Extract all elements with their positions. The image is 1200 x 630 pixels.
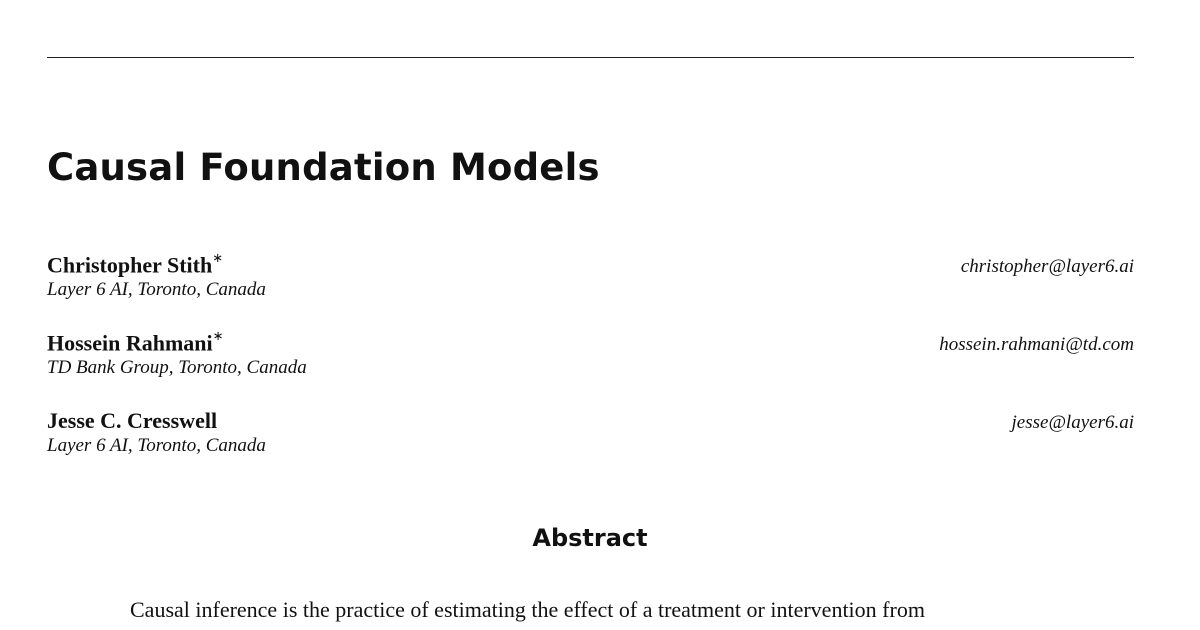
author-email[interactable]: jesse@layer6.ai [1011, 412, 1134, 433]
equal-contribution-mark: ∗ [212, 328, 224, 343]
author-affiliation: TD Bank Group, Toronto, Canada [47, 357, 307, 379]
top-rule [47, 57, 1134, 58]
paper-title: Causal Foundation Models [47, 146, 600, 189]
author-email[interactable]: christopher@layer6.ai [960, 256, 1134, 278]
author-email[interactable]: hossein.rahmani@td.com [939, 334, 1134, 356]
abstract-text: Causal inference is the practice of estimating the effect of a treatment or intervention from [130, 597, 925, 622]
author-name: Hossein Rahmani∗ [47, 328, 224, 356]
author-block-3 [47, 408, 1134, 457]
author-block-1 [47, 252, 1134, 301]
author-name: Christopher Stith∗ [47, 250, 224, 278]
abstract-heading: Abstract [532, 524, 648, 552]
author-name: Jesse C. Cresswell [47, 408, 218, 433]
equal-contribution-mark: ∗ [212, 250, 224, 265]
author-affiliation: Layer 6 AI, Toronto, Canada [47, 279, 266, 301]
author-affiliation: Layer 6 AI, Toronto, Canada [47, 435, 266, 456]
author-block-2 [47, 330, 1134, 379]
